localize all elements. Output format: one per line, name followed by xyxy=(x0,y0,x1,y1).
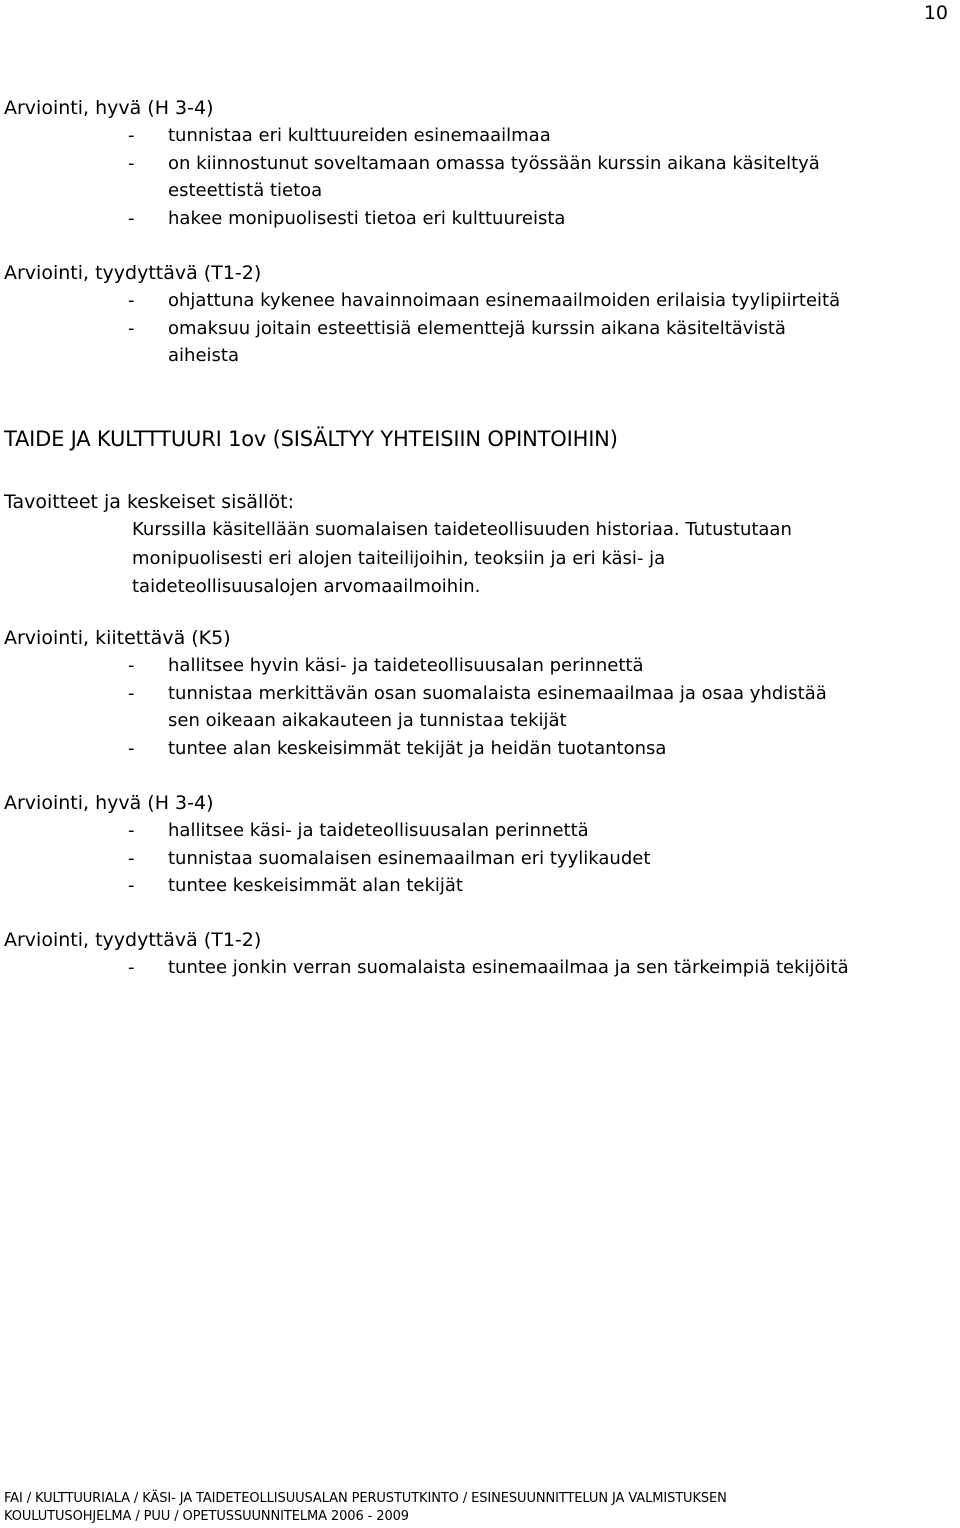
list-item: - tuntee keskeisimmät alan tekijät xyxy=(4,872,954,900)
section-arviointi-kiitettava xyxy=(4,624,954,762)
criteria-list xyxy=(4,954,954,982)
footer-line-1: FAI / KULTTUURIALA / KÄSI- JA TAIDETEOLLISUUSALAN PERUSTUTKINTO / ESINESUUNNITTELUN JA VALMISTUKSEN xyxy=(4,1491,727,1506)
dash-bullet-icon: - xyxy=(128,875,135,896)
goals-paragraph: Kurssilla käsitellään suomalaisen taideteollisuuden historiaa. Tutustutaan monipuolisesti eri alojen taiteilijoihin, teoksiin ja eri käsi- ja taideteollisuusalojen arvomaailmoihin. xyxy=(132,519,792,597)
section-arviointi-hyva-1 xyxy=(4,94,954,232)
section-heading: Arviointi, hyvä (H 3-4) xyxy=(4,97,214,119)
list-item: - omaksuu joitain esteettisiä elementtejä kurssin aikana käsiteltävistä aiheista xyxy=(4,315,954,370)
dash-bullet-icon: - xyxy=(128,207,135,229)
list-item: - hakee monipuolisesti tietoa eri kulttuureista xyxy=(4,205,954,233)
dash-bullet-icon: - xyxy=(128,317,135,339)
list-item: - ohjattuna kykenee havainnoimaan esinemaailmoiden erilaisia tyylipiirteitä xyxy=(4,287,954,315)
dash-bullet-icon: - xyxy=(128,290,135,311)
section-heading: Arviointi, tyydyttävä (T1-2) xyxy=(4,262,262,284)
footer-line-2: KOULUTUSOHJELMA / PUU / OPETUSSUUNNITELMA 2006 - 2009 xyxy=(4,1509,409,1524)
dash-bullet-icon: - xyxy=(128,655,135,676)
list-item: - hallitsee hyvin käsi- ja taideteollisuusalan perinnettä xyxy=(4,652,954,680)
section-heading: Arviointi, tyydyttävä (T1-2) xyxy=(4,929,262,951)
dash-bullet-icon: - xyxy=(128,152,135,174)
course-goals xyxy=(4,488,954,602)
dash-bullet-icon: - xyxy=(128,820,135,841)
criteria-list xyxy=(4,287,954,370)
list-item: - tunnistaa merkittävän osan suomalaista esinemaailmaa ja osaa yhdistää sen oikeaan aikakauteen ja tunnistaa tekijät xyxy=(4,680,954,735)
list-item: - tuntee jonkin verran suomalaista esinemaailmaa ja sen tärkeimpiä tekijöitä xyxy=(4,954,954,982)
course-title: TAIDE JA KULTTTUURI 1ov (SISÄLTYY YHTEISIIN OPINTOIHIN) xyxy=(4,427,618,451)
list-item: - on kiinnostunut soveltamaan omassa työssään kurssin aikana käsiteltyä esteettistä tietoa xyxy=(4,150,954,205)
section-arviointi-hyva-2 xyxy=(4,789,954,900)
section-heading: Arviointi, hyvä (H 3-4) xyxy=(4,792,214,814)
criteria-list xyxy=(4,817,954,900)
dash-bullet-icon: - xyxy=(128,682,135,704)
list-item: - tunnistaa eri kulttuureiden esinemaailmaa xyxy=(4,122,954,150)
goals-heading: Tavoitteet ja keskeiset sisällöt: xyxy=(4,491,295,513)
dash-bullet-icon: - xyxy=(128,737,135,759)
section-heading: Arviointi, kiitettävä (K5) xyxy=(4,627,231,649)
dash-bullet-icon: - xyxy=(128,125,135,146)
criteria-list xyxy=(4,122,954,232)
dash-bullet-icon: - xyxy=(128,957,135,978)
list-item: - tuntee alan keskeisimmät tekijät ja heidän tuotantonsa xyxy=(4,735,954,763)
list-item: - tunnistaa suomalaisen esinemaailman eri tyylikaudet xyxy=(4,845,954,873)
section-arviointi-tyydyttava-1 xyxy=(4,259,954,370)
page-footer xyxy=(4,1490,727,1526)
page-number: 10 xyxy=(923,2,948,24)
section-arviointi-tyydyttava-2 xyxy=(4,926,954,982)
list-item: - hallitsee käsi- ja taideteollisuusalan perinnettä xyxy=(4,817,954,845)
criteria-list xyxy=(4,652,954,762)
dash-bullet-icon: - xyxy=(128,847,135,869)
